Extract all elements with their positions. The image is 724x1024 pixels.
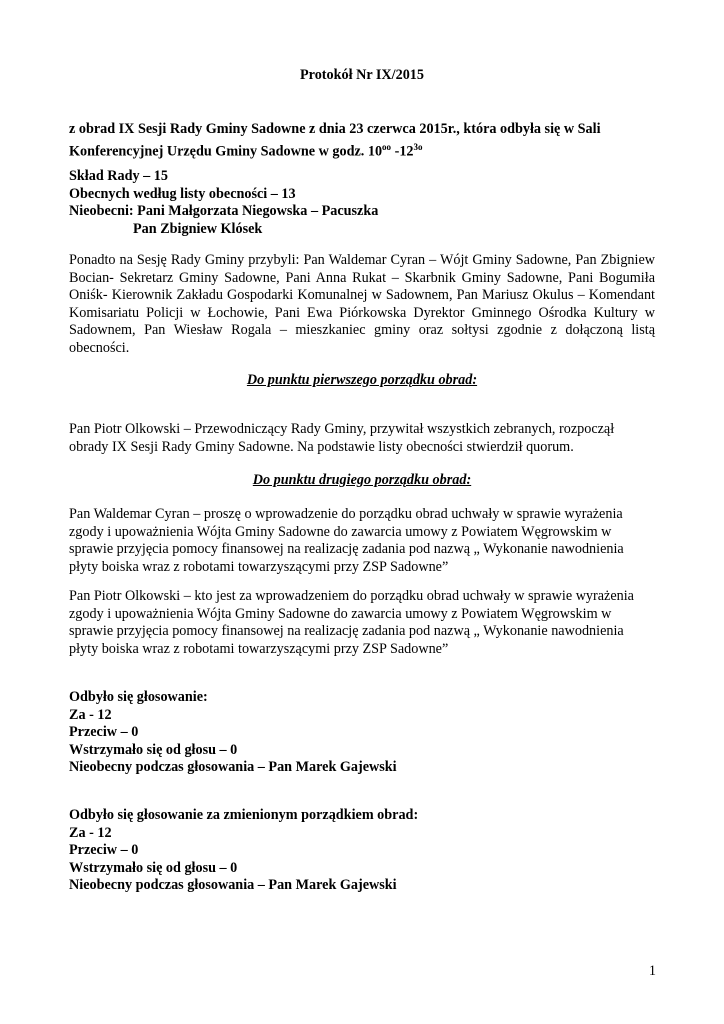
section2-p2-line-3: sprawie przyjęcia pomocy finansowej na realizację zadania pod nazwą „ Wykonanie nawodnienia [69,623,624,640]
time-start: 10 [367,143,383,160]
section1-heading: Do punktu pierwszego porządku obrad: [246,372,478,388]
absent-members: Nieobecni: Pani Małgorzata Niegowska – Pacuszka [69,203,379,220]
page-number: 1 [648,963,656,979]
section2-p2-line-1: Pan Piotr Olkowski – kto jest za wprowadzeniem do porządku obrad uchwały w sprawie wyrażenia [69,588,634,604]
section2-p2-line-4: płyty boiska wraz z robotami towarzyszącymi przy ZSP Sadowne” [69,640,449,657]
vote-1-against: Przeciw – 0 [69,724,139,741]
section2-heading: Do punktu drugiego porządku obrad: [252,472,472,488]
section2-p1-line-3: sprawie przyjęcia pomocy finansowej na realizację zadania pod nazwą „ Wykonanie nawodnienia [69,541,624,558]
vote-2 [69,807,655,895]
section2-paragraph-2 [69,588,655,658]
vote-1-absent: Nieobecny podczas głosowania – Pan Marek Gajewski [69,759,397,776]
vote-2-for: Za - 12 [69,824,112,841]
section2-p2-line-2: zgody i upoważnienia Wójta Gminy Sadowne do zawarcia umowy z Powiatem Węgrowskim w [69,605,612,622]
section1-paragraph [69,421,655,456]
absent-member-second: Pan Zbigniew Klósek [133,220,263,237]
vote-2-abstained: Wstrzymało się od głosu – 0 [69,859,238,876]
session-intro-text: z obrad IX Sesji Rady Gminy Sadowne z dnia 23 czerwca 2015r., która odbyła się w Sali Konferencyjnej Urzędu Gminy Sadowne w godz. [69,121,601,160]
vote-1-for: Za - 12 [69,706,112,723]
present-count: Obecnych według listy obecności – 13 [69,185,296,202]
section2-p1-line-1: Pan Waldemar Cyran – proszę o wprowadzenie do porządku obrad uchwały w sprawie wyrażenia [69,506,623,522]
section2-p1-line-4: płyty boiska wraz z robotami towarzyszącymi przy ZSP Sadowne” [69,558,449,575]
vote-1 [69,689,655,777]
time-separator: -12 [391,143,414,160]
council-size: Skład Rady – 15 [69,168,168,184]
section2-p1-line-2: zgody i upoważnienia Wójta Gminy Sadowne do zawarcia umowy z Powiatem Węgrowskim w [69,523,612,540]
vote-1-heading: Odbyło się głosowanie: [69,689,208,705]
vote-1-abstained: Wstrzymało się od głosu – 0 [69,741,238,758]
vote-2-against: Przeciw – 0 [69,842,139,859]
time-start-minutes: oo [382,141,392,152]
section1-line-2: obrady IX Sesji Rady Gminy Sadowne. Na podstawie listy obecności stwierdził quorum. [69,438,574,455]
section1-line-1: Pan Piotr Olkowski – Przewodniczący Rady Gminy, przywitał wszystkich zebranych, rozpoczął [69,421,615,437]
vote-2-absent: Nieobecny podczas głosowania – Pan Marek Gajewski [69,877,397,894]
time-end-minutes: 3o [413,141,423,152]
section2-paragraph-1 [69,506,655,576]
attendees-paragraph: Ponadto na Sesję Rady Gminy przybyli: Pan Waldemar Cyran – Wójt Gminy Sadowne, Pan Zbigniew Bocian- Sekretarz Gminy Sadowne, Pani Anna Rukat – Skarbnik Gminy Sadowne, Pani Bogumiła Oniśk- Kierownik Zakładu Gospodarki Komunalnej w Sadownem, Pan Mariusz Okulus – Komendant Komisariatu Policji w Łochowie, Pani Ewa Piórkowska Dyrektor Gminnego Ośrodka Kultury w Sadownem, Pan Wiesław Rogala – mieszkaniec gminy oraz sołtysi zgodnie z dołączoną listą obecności. [69,252,655,356]
council-composition [69,168,655,238]
vote-2-heading: Odbyło się głosowanie za zmienionym porządkiem obrad: [69,807,419,823]
document-title: Protokół Nr IX/2015 [299,67,424,83]
session-intro [69,121,655,161]
